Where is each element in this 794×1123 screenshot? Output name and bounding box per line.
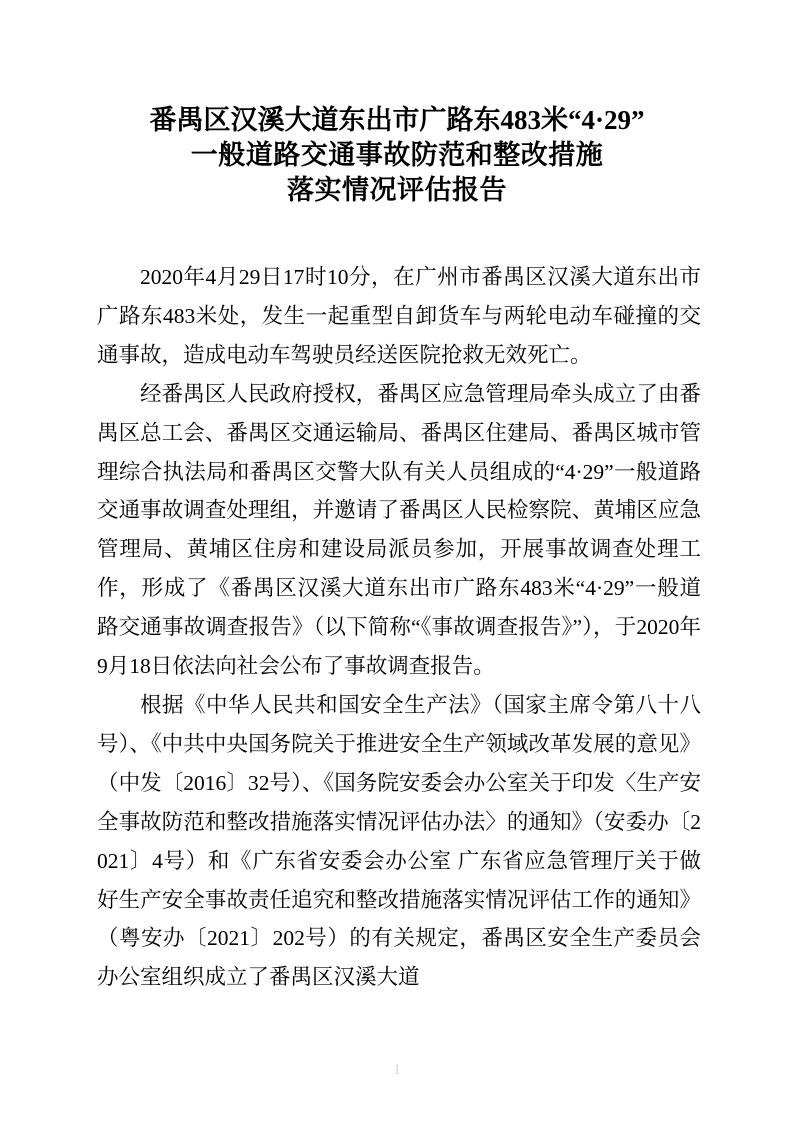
- title-line-1: 番禺区汉溪大道东出市广路东483米“4·29”: [149, 105, 645, 135]
- page-title: [97, 103, 697, 208]
- body-paragraph-3: 根据《中华人民共和国安全生产法》（国家主席令第八十八号）、《中共中央国务院关于推进安全生产领域改革发展的意见》（中发〔2016〕32号）、《国务院安委会办公室关于印发〈生产安全事故防范和整改措施落实情况评估办法〉的通知》（安委办〔2021〕4号）和《广东省安委会办公室 广东省应急管理厅关于做好生产安全事故责任追究和整改措施落实情况评估工作的通知》（粤安办〔2021〕202号）的有关规定，番禺区安全生产委员会办公室组织成立了番禺区汉溪大道: [97, 692, 701, 990]
- document-body: [97, 258, 701, 997]
- title-line-3: 落实情况评估报告: [287, 175, 507, 205]
- title-line-2: 一般道路交通事故防范和整改措施: [190, 140, 604, 170]
- page-number: 1: [393, 1062, 401, 1078]
- body-paragraph-1: 2020年4月29日17时10分，在广州市番禺区汉溪大道东出市广路东483米处，发生一起重型自卸货车与两轮电动车碰撞的交通事故，造成电动车驾驶员经送医院抢救无效死亡。: [97, 265, 701, 367]
- body-paragraph-2: 经番禺区人民政府授权，番禺区应急管理局牵头成立了由番禺区总工会、番禺区交通运输局、番禺区住建局、番禺区城市管理综合执法局和番禺区交警大队有关人员组成的“4·29”一般道路交通事故调查处理组，并邀请了番禺区人民检察院、黄埔区应急管理局、黄埔区住房和建设局派员参加，开展事故调查处理工作，形成了《番禺区汉溪大道东出市广路东483米“4·29”一般道路交通事故调查报告》（以下简称“《事故调查报告》”），于2020年9月18日依法向社会公布了事故调查报告。: [97, 381, 701, 679]
